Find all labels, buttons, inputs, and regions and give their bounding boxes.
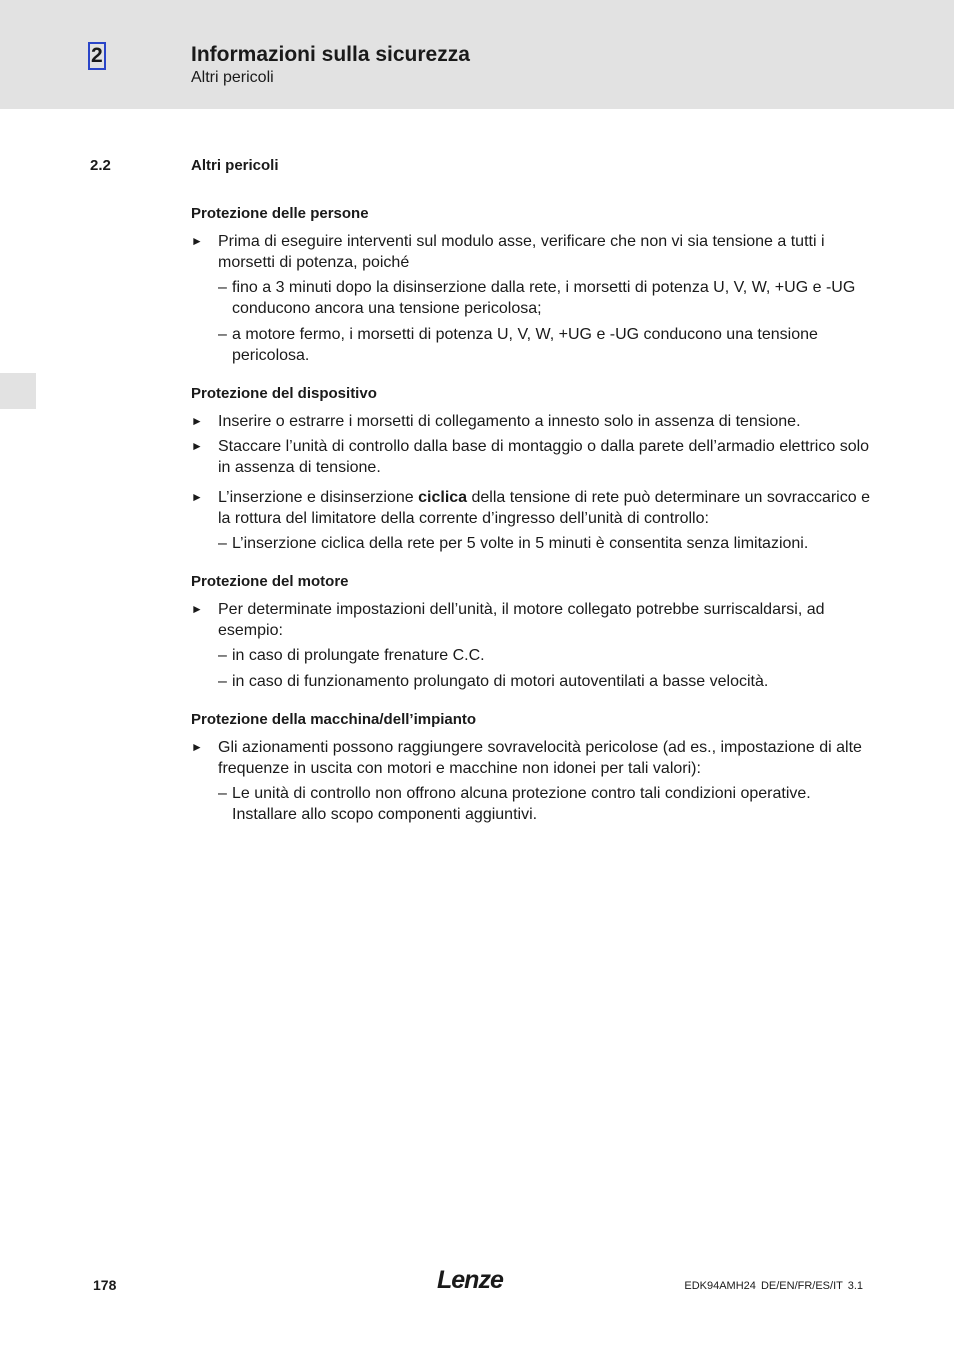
dash-icon: –	[218, 326, 227, 343]
bullet-text: Gli azionamenti possono raggiungere sovravelocità pericolose (ad es., impostazione di alte frequenze in uscita con motori e macchine non idonei per tali valori):	[218, 739, 862, 777]
chapter-subtitle: Altri pericoli	[191, 69, 274, 86]
dash-item	[191, 277, 871, 319]
dash-text: in caso di funzionamento prolungato di motori autoventilati a basse velocità.	[232, 673, 769, 690]
subheading: Protezione della macchina/dell’impianto	[191, 711, 477, 728]
block-dispositivo	[191, 384, 871, 554]
bullet-text: Per determinate impostazioni dell’unità, il motore collegato potrebbe surriscaldarsi, ad esempio:	[218, 601, 825, 639]
subheading: Protezione del dispositivo	[191, 385, 377, 402]
block-motore	[191, 572, 871, 692]
block-persone	[191, 204, 871, 366]
dash-icon: –	[218, 279, 227, 296]
subheading: Protezione delle persone	[191, 205, 369, 222]
triangle-bullet-icon: ►	[191, 602, 203, 616]
dash-item	[191, 533, 871, 554]
dash-text: Le unità di controllo non offrono alcuna protezione contro tali condizioni operative. Installare allo scopo componenti aggiuntivi.	[232, 785, 811, 823]
dash-icon: –	[218, 647, 227, 664]
subheading: Protezione del motore	[191, 573, 349, 590]
triangle-bullet-icon: ►	[191, 439, 203, 453]
triangle-bullet-icon: ►	[191, 414, 203, 428]
bullet-text: Staccare l’unità di controllo dalla base di montaggio o dalla parete dell’armadio elettrico solo in assenza di tensione.	[218, 438, 870, 476]
chapter-side-tab	[0, 373, 36, 409]
bullet-item	[191, 737, 871, 779]
emphasis-text: ciclica	[418, 489, 468, 506]
dash-icon: –	[218, 673, 227, 690]
triangle-bullet-icon: ►	[191, 740, 203, 754]
dash-item	[191, 645, 871, 666]
section-title: Altri pericoli	[191, 157, 279, 174]
bullet-text: Prima di eseguire interventi sul modulo asse, verificare che non vi sia tensione a tutti i morsetti di potenza, poiché	[218, 233, 825, 271]
bullet-text: Inserire o estrarre i morsetti di collegamento a innesto solo in assenza di tensione.	[218, 413, 801, 430]
chapter-number-link[interactable]: 2	[91, 44, 103, 67]
dash-text: a motore fermo, i morsetti di potenza U, V, W, +UG e -UG conducono una tensione pericolosa.	[232, 326, 818, 364]
bullet-item	[191, 599, 871, 641]
dash-item	[191, 783, 871, 825]
triangle-bullet-icon: ►	[191, 490, 203, 504]
dash-text: in caso di prolungate frenature C.C.	[232, 647, 485, 664]
chapter-title: Informazioni sulla sicurezza	[191, 43, 470, 66]
dash-text: L’inserzione ciclica della rete per 5 volte in 5 minuti è consentita senza limitazioni.	[232, 535, 809, 552]
dash-item	[191, 324, 871, 366]
bullet-item	[191, 411, 871, 432]
dash-icon: –	[218, 785, 227, 802]
document-id: EDK94AMH24 DE/EN/FR/ES/IT 3.1	[684, 1280, 863, 1292]
dash-text: fino a 3 minuti dopo la disinserzione dalla rete, i morsetti di potenza U, V, W, +UG e -UG conducono ancora una tensione pericolosa;	[232, 279, 856, 317]
header-band	[0, 0, 954, 109]
bullet-item	[191, 231, 871, 273]
bullet-item	[191, 487, 871, 529]
bullet-text: L’inserzione e disinserzione ciclica della tensione di rete può determinare un sovraccarico e la rottura del limitatore della corrente d’ingresso dell’unità di controllo:	[218, 489, 870, 527]
lenze-logo: Lenze	[437, 1266, 503, 1294]
content-body	[191, 204, 871, 843]
page-number: 178	[93, 1277, 117, 1293]
dash-icon: –	[218, 535, 227, 552]
dash-item	[191, 671, 871, 692]
section-number: 2.2	[90, 157, 111, 174]
bullet-item	[191, 436, 871, 478]
triangle-bullet-icon: ►	[191, 234, 203, 248]
block-macchina	[191, 710, 871, 825]
